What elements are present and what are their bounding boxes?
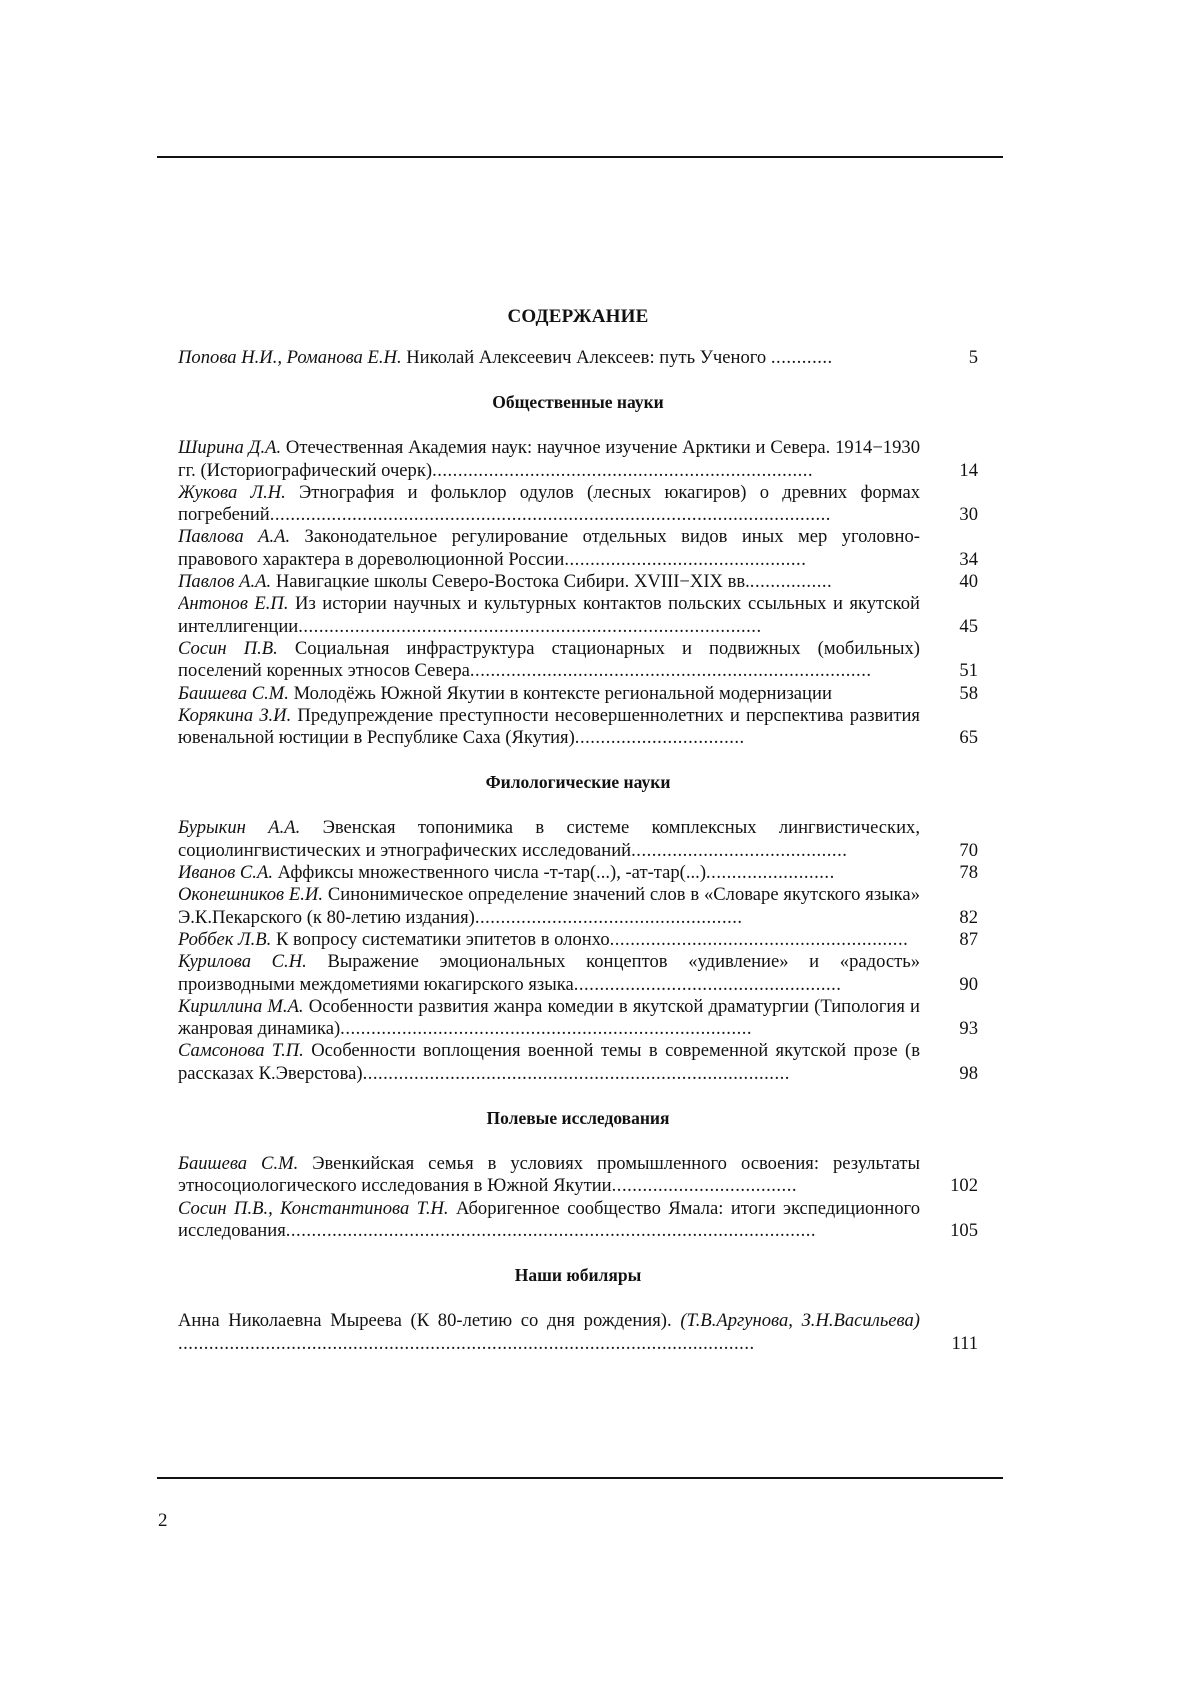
entry-page-number: 45 xyxy=(959,615,978,637)
entry-page-number: 30 xyxy=(959,504,978,526)
dot-leader: .......................................... xyxy=(631,839,848,861)
entry-author: Ширина Д.А. xyxy=(178,437,282,459)
entry-page-number: 51 xyxy=(959,660,978,682)
toc-entry-intro[interactable] xyxy=(178,347,978,369)
toc-entry[interactable] xyxy=(178,951,978,996)
dot-leader: .............................................................................. xyxy=(469,660,872,682)
entry-title: Эвенкийская семья в условиях промышленного освоения: результаты этносоциологического исследования в Южной Якутии xyxy=(178,1153,920,1197)
entry-title: Социальная инфраструктура стационарных и подвижных (мобильных) поселений коренных этносов Севера xyxy=(178,637,920,682)
entry-page-number: 105 xyxy=(950,1219,978,1241)
dot-leader: ................................................................................... xyxy=(362,1062,790,1084)
entry-page-number: 102 xyxy=(950,1175,978,1197)
dot-leader: .......................................................................... xyxy=(432,459,814,481)
entry-author: Павлова А.А. xyxy=(178,526,291,548)
entry-page-number: 93 xyxy=(959,1018,978,1040)
entry-title: Молодёжь Южной Якутии в контексте региональной модернизации xyxy=(293,682,832,704)
toc-title: СОДЕРЖАНИЕ xyxy=(507,306,649,327)
entry-author: Попова Н.И., Романова Е.Н. xyxy=(178,347,402,368)
dot-leader: ............ xyxy=(770,347,833,368)
dot-leader: .................................................... xyxy=(573,973,842,995)
entry-title: Выражение эмоциональных концептов «удивление» и «радость» производными междометиями юкагирского языка xyxy=(178,951,920,995)
entry-page-number: 65 xyxy=(959,727,978,749)
entry-author: Самсонова Т.П. xyxy=(178,1040,304,1062)
entry-author: Жукова Л.Н. xyxy=(178,481,286,503)
dot-leader: ................................. xyxy=(574,727,745,749)
entry-author: Сосин П.В., Константинова Т.Н. xyxy=(178,1197,449,1219)
toc-entry[interactable] xyxy=(178,1153,978,1198)
dot-leader: ................ xyxy=(749,571,833,593)
entry-page-number: 98 xyxy=(959,1062,978,1084)
dot-leader: .......................................................... xyxy=(609,928,909,950)
entry-page-number: 34 xyxy=(959,548,978,570)
entry-title: Этнография и фольклор одулов (лесных юкагиров) о древних формах погребений xyxy=(178,481,920,526)
table-of-contents xyxy=(178,305,978,1355)
toc-entry[interactable] xyxy=(178,1040,978,1085)
toc-entry[interactable] xyxy=(178,638,978,683)
entry-author: Иванов С.А. xyxy=(178,862,273,884)
toc-entry[interactable] xyxy=(178,437,978,482)
toc-entry[interactable] xyxy=(178,862,978,884)
entry-page-number: 87 xyxy=(959,928,978,950)
toc-entry[interactable] xyxy=(178,996,978,1041)
toc-entry[interactable] xyxy=(178,683,978,705)
entry-title: Аффиксы множественного числа -т-тар(...), -ат-тар(...) xyxy=(277,862,707,884)
section-heading-philology: Филологические науки xyxy=(485,772,671,793)
entry-title: Навигацкие школы Северо-Востока Сибири. XVIII−XIX вв. xyxy=(275,571,750,593)
toc-entry[interactable] xyxy=(178,1198,978,1243)
dot-leader: ......................... xyxy=(706,862,835,884)
toc-entry[interactable] xyxy=(178,482,978,527)
dot-leader: .......................................................................................... xyxy=(298,615,762,637)
entry-page-number: 78 xyxy=(959,862,978,884)
entry-title: Законодательное регулирование отдельных видов иных мер уголовно-правового характера в дореволюционной России xyxy=(178,526,920,570)
toc-entry[interactable] xyxy=(178,705,978,750)
footer-rule xyxy=(157,1477,1003,1479)
dot-leader: ................................................................................................................ xyxy=(178,1332,755,1354)
entry-title: Предупреждение преступности несовершеннолетних и перспектива развития ювенальной юстиции в Республике Саха (Якутия) xyxy=(178,704,920,749)
toc-entry[interactable] xyxy=(178,884,978,929)
entry-author: Роббек Л.В. xyxy=(178,928,272,950)
entry-title: Отечественная Академия наук: научное изучение Арктики и Севера. 1914−1930 гг. (Историографический очерк) xyxy=(178,437,920,481)
entry-author: Баишева С.М. xyxy=(178,1153,299,1175)
entry-page-number: 70 xyxy=(959,839,978,861)
section-heading-social-sciences: Общественные науки xyxy=(492,392,664,413)
page-number: 2 xyxy=(158,1510,168,1531)
header-rule xyxy=(157,156,1003,158)
entry-author: Кириллина М.А. xyxy=(178,995,304,1017)
entry-page-number: 5 xyxy=(968,347,978,368)
section-heading-field-research: Полевые исследования xyxy=(486,1108,670,1129)
entry-author: Оконешников Е.И. xyxy=(178,884,324,906)
entry-page-number: 14 xyxy=(959,459,978,481)
entry-title: Анна Николаевна Мыреева (К 80-летию со дня рождения). xyxy=(178,1310,672,1332)
entry-page-number: 111 xyxy=(951,1332,978,1354)
dot-leader: ............................................... xyxy=(564,548,807,570)
dot-leader: ................................................................................ xyxy=(340,1018,753,1040)
toc-entry[interactable] xyxy=(178,817,978,862)
entry-title: Николай Алексеевич Алексеев: путь Ученого xyxy=(406,347,767,368)
dot-leader: .................................... xyxy=(611,1175,797,1197)
toc-entry[interactable] xyxy=(178,571,978,593)
entry-title: Эвенская топонимика в системе комплексных лингвистических, социолингвистических и этнографических исследований xyxy=(178,817,920,861)
entry-page-number: 82 xyxy=(959,906,978,928)
entry-author: Бурыкин А.А. xyxy=(178,817,301,839)
entry-author: Курилова С.Н. xyxy=(178,951,307,973)
toc-entry[interactable] xyxy=(178,929,978,951)
entry-title: Синонимическое определение значений слов в «Словаре якутского языка» Э.К.Пекарского (к 80-летию издания) xyxy=(178,884,920,928)
entry-author: Корякина З.И. xyxy=(178,704,292,726)
toc-entry[interactable] xyxy=(178,593,978,638)
entry-title: Из истории научных и культурных контактов польских ссыльных и якутской интеллигенции xyxy=(178,593,920,637)
entry-title: К вопросу систематики эпитетов в олонхо xyxy=(275,928,610,950)
entry-title: Особенности развития жанра комедии в якутской драматургии (Типология и жанровая динамика) xyxy=(178,995,920,1040)
entry-page-number: 40 xyxy=(959,571,978,593)
dot-leader: .................................................... xyxy=(474,906,743,928)
dot-leader: ............................................................................................................. xyxy=(269,504,831,526)
dot-leader: ....................................................................................................... xyxy=(285,1219,817,1241)
toc-entry[interactable] xyxy=(178,1310,978,1355)
entry-page-number: 58 xyxy=(959,682,978,704)
entry-author: Антонов Е.П. xyxy=(178,593,289,615)
section-heading-anniversaries: Наши юбиляры xyxy=(514,1265,642,1286)
entry-author: Сосин П.В. xyxy=(178,637,278,659)
toc-entry[interactable] xyxy=(178,526,978,571)
entry-author: Баишева С.М. xyxy=(178,682,289,704)
entry-title: Особенности воплощения военной темы в современной якутской прозе (в рассказах К.Эверстова) xyxy=(178,1040,920,1084)
entry-title: Аборигенное сообщество Ямала: итоги экспедиционного исследования xyxy=(178,1197,920,1241)
entry-page-number: 90 xyxy=(959,973,978,995)
entry-author: Павлов А.А. xyxy=(178,571,272,593)
entry-coauthors: (Т.В.Аргунова, З.Н.Васильева) xyxy=(680,1310,920,1332)
